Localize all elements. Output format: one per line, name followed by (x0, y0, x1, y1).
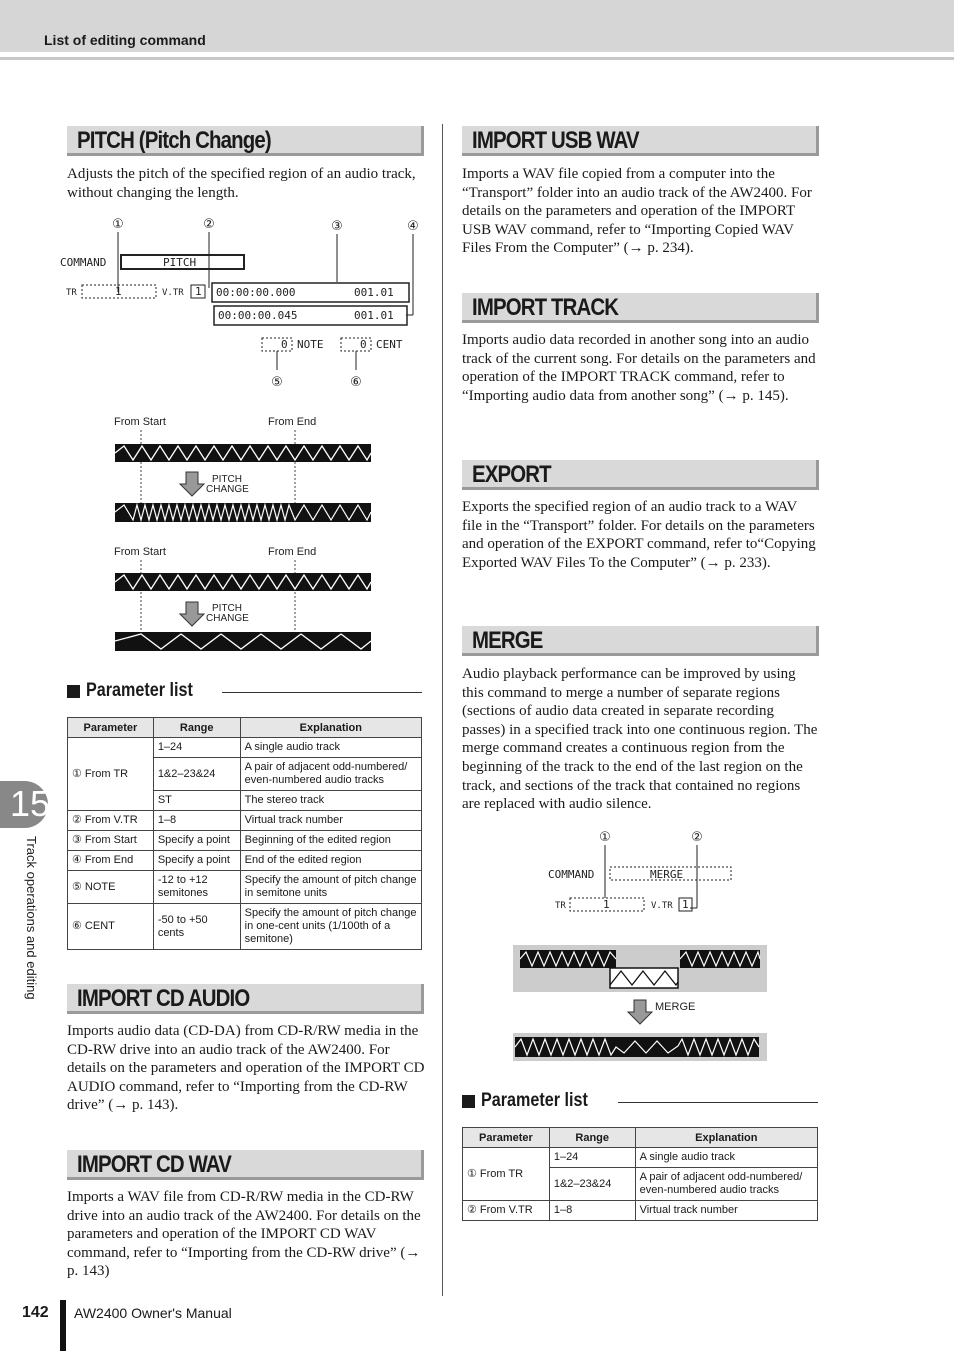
chapter-label: Track operations and editing (24, 836, 39, 1000)
lcd-cent-value: 0 (360, 338, 367, 351)
table-row: 1&2–23&24 A pair of adjacent odd-numbered/ even-numbered audio tracks (68, 758, 422, 791)
from-end-label-2: From End (268, 546, 317, 558)
section-title-export: EXPORT (462, 460, 819, 490)
merge-param-table (462, 1127, 818, 1221)
table-row: ② From V.TR 1–8 Virtual track number (68, 811, 422, 831)
merge-callout-1: ① (599, 830, 611, 845)
table-row: ④ From End Specify a point End of the edited region (68, 851, 422, 871)
merge-lcd-command-label: COMMAND (548, 868, 595, 881)
lcd-tr-label: TR (66, 288, 77, 298)
section-title-merge: MERGE (462, 626, 819, 656)
table-row: ⑥ CENT -50 to +50 cents Specify the amount of pitch change in one-cent units (1/100th of a semitone) (68, 904, 422, 950)
pitch-param-heading: Parameter list (67, 680, 212, 702)
merge-lcd-command-value: MERGE (650, 868, 684, 881)
merge-callout-2: ② (691, 830, 703, 845)
merge-param-rule (618, 1102, 818, 1103)
callout-5: ⑤ (271, 375, 283, 390)
callout-4: ④ (407, 219, 419, 234)
merge-lcd-tr-value: 1 (603, 898, 610, 911)
callout-2: ② (203, 217, 215, 232)
lcd-note-label: NOTE (297, 338, 324, 351)
merge-diagram (510, 942, 770, 1064)
table-row: ① From TR 1–24 A single audio track (68, 738, 422, 758)
pitch-param-table (67, 717, 422, 950)
table-row: ⑤ NOTE -12 to +12 semitones Specify the amount of pitch change in semitone units (68, 871, 422, 904)
merge-lcd-vtr-label: V.TR (651, 901, 673, 911)
callout-6: ⑥ (350, 375, 362, 390)
lcd-time-start: 00:00:00.000 (216, 286, 296, 299)
export-description: Exports the specified region of an audio track to a WAV file in the “Transport” folder. For details on the parameters and operation of the EXPORT command, refer to“Copying Exported WAV Files To the Computer” (→ p. 233). (462, 499, 816, 571)
import-usb-wav-description: Imports a WAV file copied from a computer into the “Transport” folder into an audio track of the AW2400. For details on the parameters and operation of the IMPORT USB WAV command, refer to “Importing Copied WAV Files From the Computer” (→ p. 234). (462, 166, 812, 257)
import-track-description: Imports audio data recorded in another song into an audio track of the current song. For details on the parameters and operation of the IMPORT TRACK command, refer to “Importing audio data from another song” (→ p. 145). (462, 332, 816, 404)
col-header-range: Range (153, 718, 240, 738)
lcd-time-end: 00:00:00.045 (218, 309, 298, 322)
merge-screen-diagram (545, 826, 745, 916)
pitch-diagram-shorter (110, 412, 375, 527)
from-end-label: From End (268, 416, 317, 428)
merge-col-header-explanation: Explanation (635, 1128, 817, 1148)
import-cd-audio-description: Imports audio data (CD-DA) from CD-R/RW media in the CD-RW drive into an audio track of the AW2400. For details on the parameters and operation of the IMPORT CD AUDIO command, refer to “Importing from the CD-RW drive” (→ p. 143). (67, 1023, 425, 1114)
merge-lcd-tr-label: TR (555, 901, 566, 911)
chapter-number: 15 (10, 783, 51, 824)
section-title-pitch: PITCH (Pitch Change) (67, 126, 424, 156)
merge-col-header-parameter: Parameter (463, 1128, 550, 1148)
callout-1: ① (112, 217, 124, 232)
merge-lcd-vtr-value: 1 (682, 898, 689, 911)
manual-title: AW2400 Owner's Manual (74, 1305, 232, 1321)
pitch-param-rule (222, 692, 422, 693)
table-row: ST The stereo track (68, 791, 422, 811)
from-start-label-2: From Start (114, 546, 166, 558)
footer-bar (60, 1300, 66, 1351)
merge-param-heading: Parameter list (462, 1090, 607, 1112)
section-title-import-cd-wav: IMPORT CD WAV (67, 1150, 424, 1180)
column-divider (442, 124, 443, 1296)
callout-3: ③ (331, 219, 343, 234)
header-rule (0, 57, 954, 60)
table-row: ③ From Start Specify a point Beginning of the edited region (68, 831, 422, 851)
pitch-change-label-3: PITCH (212, 603, 242, 614)
lcd-cent-label: CENT (376, 338, 403, 351)
lcd-vtr-label: V.TR (162, 288, 184, 298)
pitch-diagram-longer (110, 542, 375, 657)
lcd-vtr-value: 1 (195, 285, 202, 298)
table-row: ① From TR 1–24 A single audio track (463, 1148, 818, 1168)
pitch-screen-diagram (58, 210, 428, 390)
pitch-description: Adjusts the pitch of the specified region of an audio track, without changing the length. (67, 166, 416, 201)
merge-label: MERGE (655, 1001, 696, 1013)
section-title-import-usb-wav: IMPORT USB WAV (462, 126, 819, 156)
lcd-bar-start: 001.01 (354, 286, 394, 299)
merge-description: Audio playback performance can be improved by using this command to merge a number of separate regions (sections of audio data created in separate recording passes) in a specified track into one continuous region. The merge command creates a continuous region from the beginning of the track to the end of the last region on the track, and sections of the track that contained no regions are replaced with audio silence. (462, 666, 818, 813)
lcd-bar-end: 001.01 (354, 309, 394, 322)
pitch-change-label-2: CHANGE (206, 484, 249, 495)
merge-col-header-range: Range (549, 1128, 635, 1148)
lcd-command-value: PITCH (163, 256, 197, 269)
pitch-change-label-1: PITCH (212, 474, 242, 485)
lcd-note-value: 0 (281, 338, 288, 351)
section-title-import-cd-audio: IMPORT CD AUDIO (67, 984, 424, 1014)
table-row: ② From V.TR 1–8 Virtual track number (463, 1201, 818, 1221)
section-title-import-track: IMPORT TRACK (462, 293, 819, 323)
pitch-change-label-4: CHANGE (206, 613, 249, 624)
col-header-explanation: Explanation (240, 718, 421, 738)
col-header-parameter: Parameter (68, 718, 154, 738)
header-title: List of editing command (44, 32, 206, 48)
lcd-tr-value: 1 (115, 285, 122, 298)
from-start-label: From Start (114, 416, 166, 428)
import-cd-wav-description: Imports a WAV file from CD-R/RW media in the CD-RW drive into an audio track of the AW2400. For details on the parameters and operation of the IMPORT CD WAV command, refer to “Importing from the CD-RW drive” (→ p. 143) (67, 1189, 421, 1280)
page-number: 142 (22, 1304, 49, 1321)
table-row: 1&2–23&24 A pair of adjacent odd-numbered/ even-numbered audio tracks (463, 1168, 818, 1201)
lcd-command-label: COMMAND (60, 256, 107, 269)
